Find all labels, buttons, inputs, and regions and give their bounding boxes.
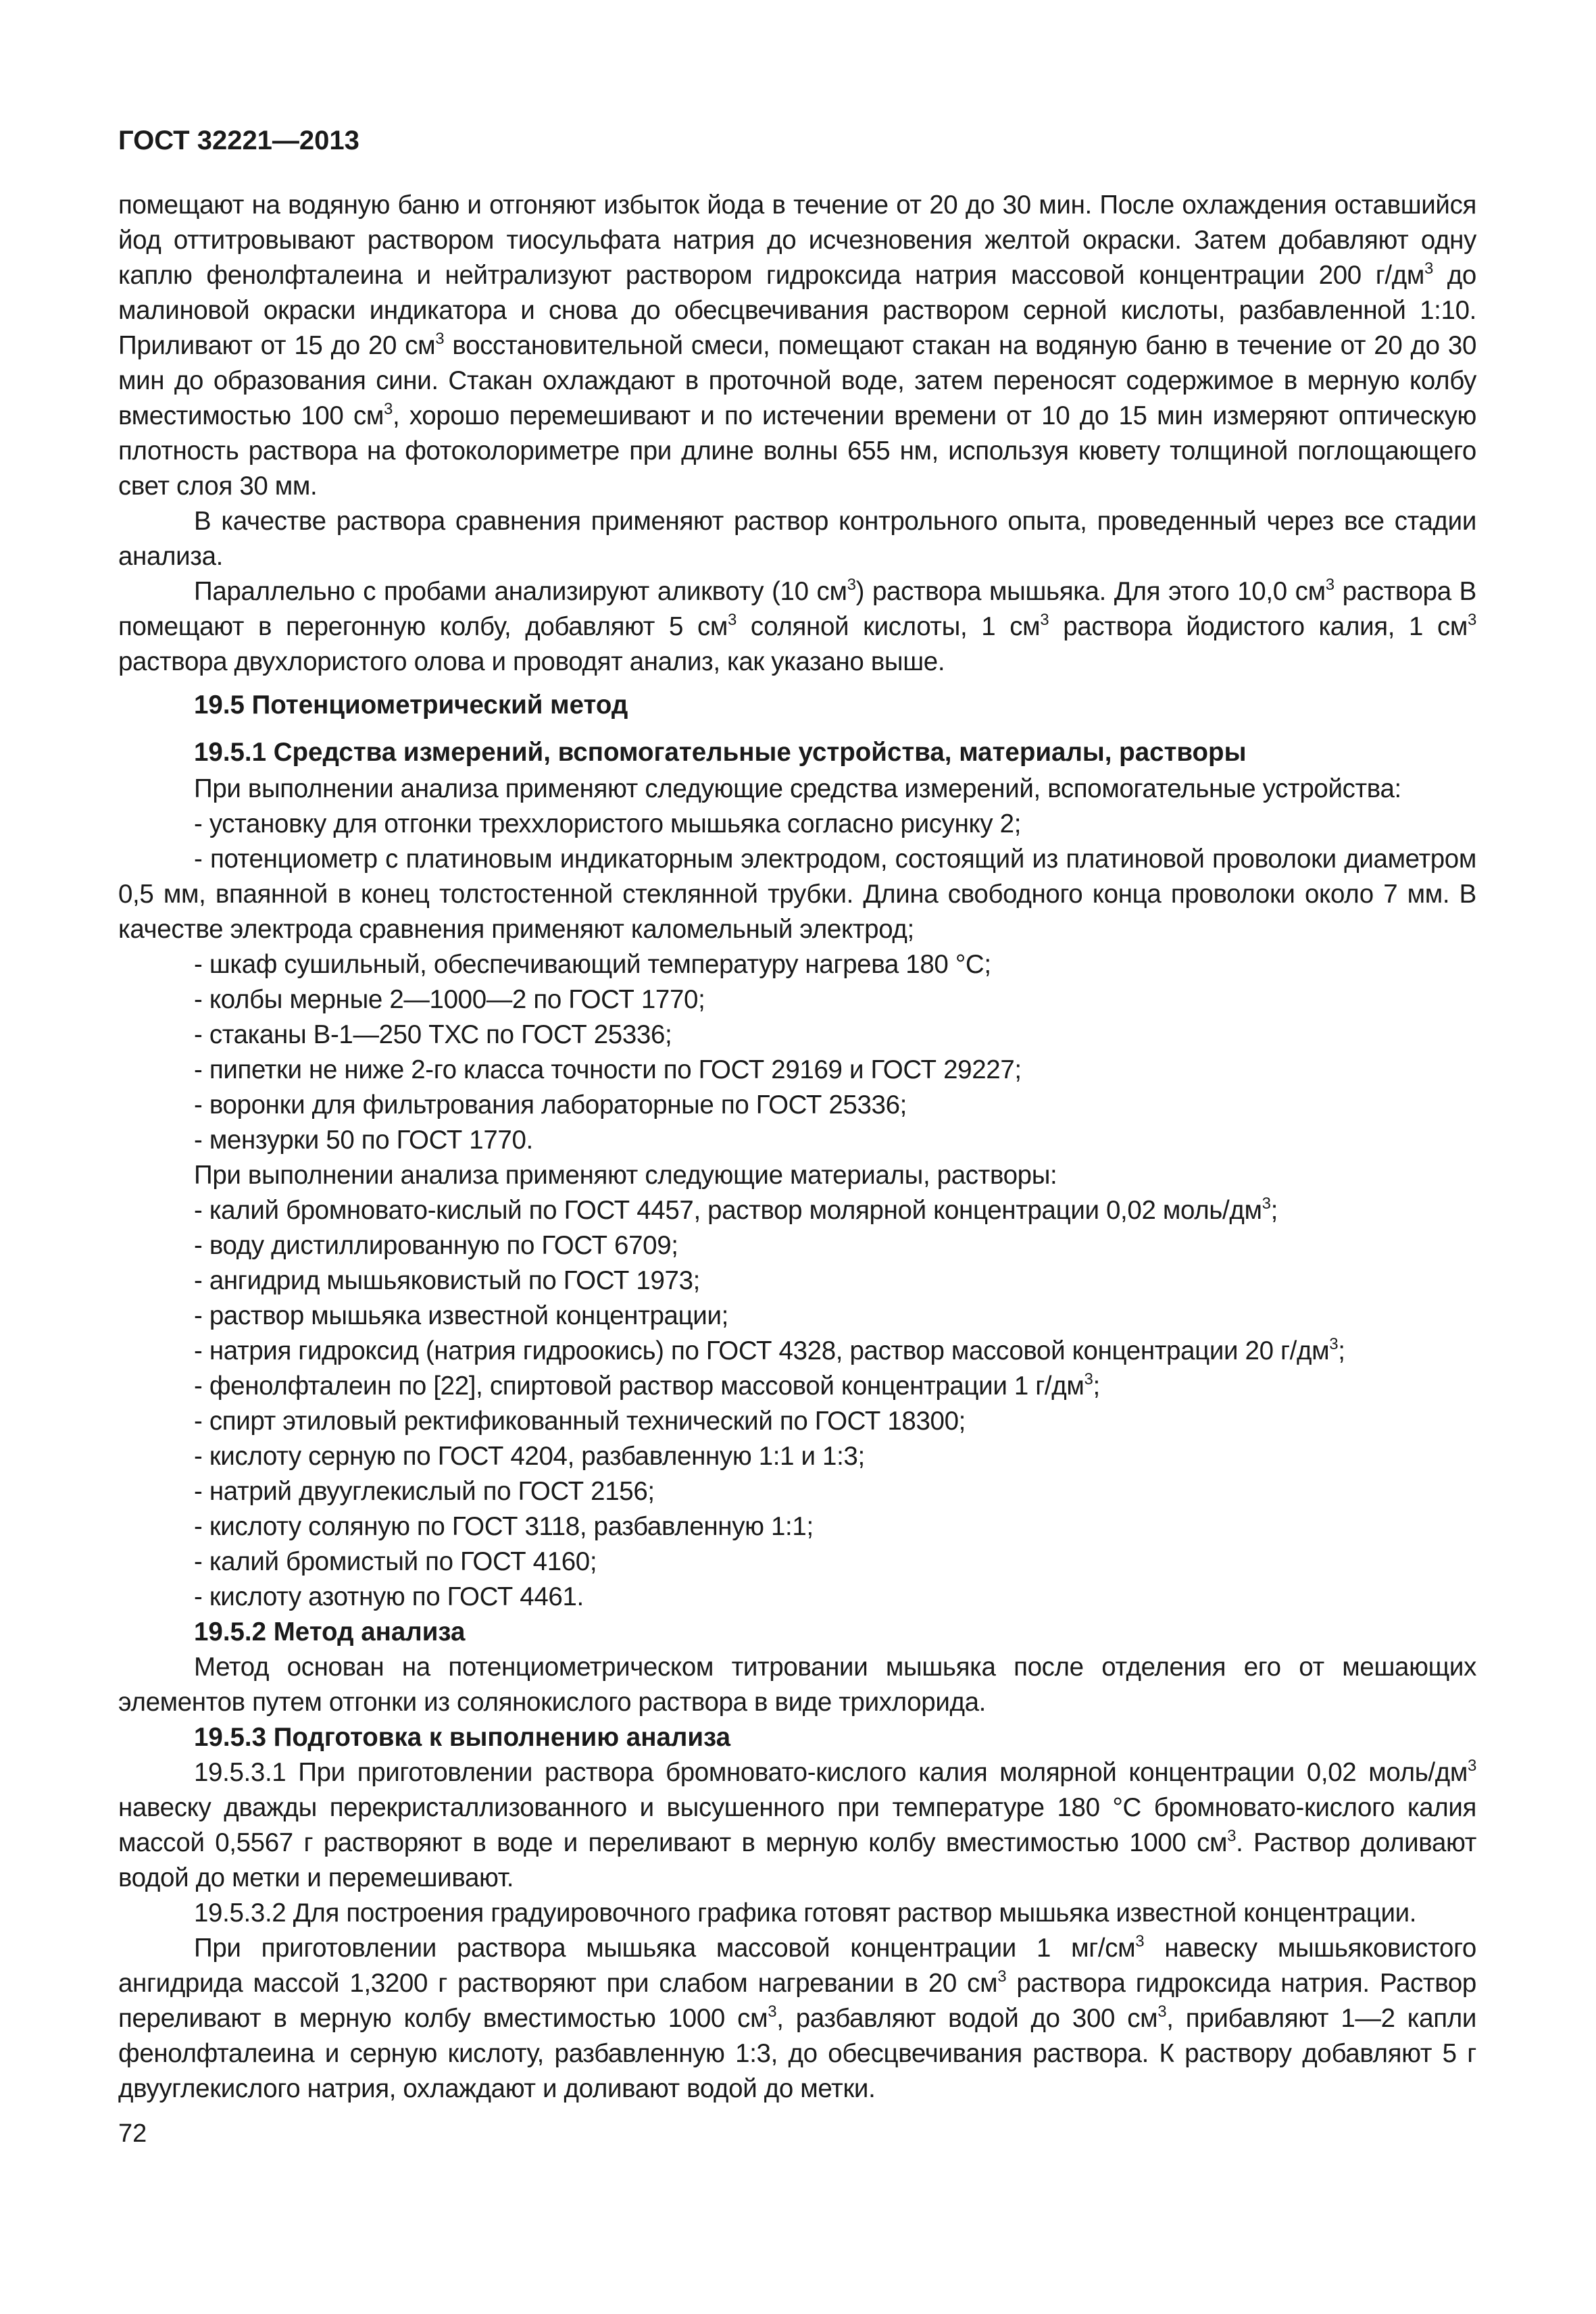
list-item: - калий бромновато-кислый по ГОСТ 4457, раствор молярной концентрации 0,02 моль/$дм^3$; xyxy=(194,1194,1278,1225)
document-id-header: ГОСТ 32221—2013 xyxy=(118,126,359,155)
paragraph: Метод основан на потенциометрическом титровании мышьяка после отделения его от мешающих элементов путем отгонки из солянокислого раствора в виде трихлорида. xyxy=(118,1653,1476,1717)
list-item: - воронки для фильтрования лабораторные по ГОСТ 25336; xyxy=(194,1090,907,1120)
paragraph: помещают на водяную баню и отгоняют избыток йода в течение от 20 до 30 мин. После охлаждения оставшийся йод оттитровывают раствором тиосульфата натрия до исчезновения желтой окраски. Затем добавляют одну каплю фенолфталеина и нейтрализуют раствором гидроксида натрия массовой концентрации 200 $г/дм^3$ до малиновой окраски индикатора и снова до обесцвечивания раствором серной кислоты, разбавленной 1:10. Приливают от 15 до 20 $см^3$ восстановительной смеси, помещают стакан на водяную баню в течение от 20 до 30 мин до образования сини. Стакан охлаждают в проточной воде, затем переносят содержимое в мерную колбу вместимостью 100 $см^3$, хорошо перемешивают и по истечении времени от 10 до 15 мин измеряют оптическую плотность раствора на фотоколориметре при длине волны 655 нм, используя кювету толщиной поглощающего свет слоя 30 мм. xyxy=(118,191,1477,501)
list-item: - калий бромистый по ГОСТ 4160; xyxy=(194,1547,597,1576)
paragraph: 19.5.3.2 Для построения градуировочного графика готовят раствор мышьяка известной концентрации. xyxy=(194,1898,1417,1928)
paragraph: В качестве раствора сравнения применяют раствор контрольного опыта, проведенный через все стадии анализа. xyxy=(118,507,1476,571)
paragraph: При выполнении анализа применяют следующие материалы, растворы: xyxy=(194,1161,1057,1190)
list-item: - воду дистиллированную по ГОСТ 6709; xyxy=(194,1231,678,1260)
list-item: - установку для отгонки треххлористого мышьяка согласно рисунку 2; xyxy=(194,809,1022,838)
list-item: - спирт этиловый ректификованный технический по ГОСТ 18300; xyxy=(194,1407,966,1436)
subsection-heading: 19.5.3 Подготовка к выполнению анализа xyxy=(194,1723,731,1752)
document-page xyxy=(118,123,1476,2107)
list-item: - раствор мышьяка известной концентрации; xyxy=(194,1301,728,1330)
list-item: - кислоту азотную по ГОСТ 4461. xyxy=(194,1582,584,1611)
paragraph: При приготовлении раствора мышьяка массовой концентрации 1 $мг/см^3$ навеску мышьяковистого ангидрида массой 1,3200 г растворяют при слабом нагревании в 20 $см^3$ раствора гидроксида натрия. Раствор переливают в мерную колбу вместимостью 1000 $см^3$, разбавляют водой до 300 $см^3$, прибавляют 1—2 капли фенолфталеина и серную кислоту, разбавленную 1:3, до обесцвечивания раствора. К раствору добавляют 5 г двууглекислого натрия, охлаждают и доливают водой до метки. xyxy=(118,1932,1476,2103)
list-item: - натрий двууглекислый по ГОСТ 2156; xyxy=(194,1477,655,1506)
paragraph: При выполнении анализа применяют следующие средства измерений, вспомогательные устройства: xyxy=(194,774,1401,803)
list-item: - пипетки не ниже 2-го класса точности по ГОСТ 29169 и ГОСТ 29227; xyxy=(194,1055,1022,1084)
list-item: - фенолфталеин по [22], спиртовой раствор массовой концентрации 1 $г/дм^3$; xyxy=(194,1370,1100,1401)
list-item: - колбы мерные 2—1000—2 по ГОСТ 1770; xyxy=(194,985,705,1014)
list-item: - натрия гидроксид (натрия гидроокись) по ГОСТ 4328, раствор массовой концентрации 20 $г/дм^3$; xyxy=(194,1335,1345,1365)
paragraph: 19.5.3.1 При приготовлении раствора бромновато-кислого калия молярной концентрации 0,02 моль/$дм^3$ навеску дважды перекристаллизованного и высушенного при температуре 180 °С бромновато-кислого калия массой 0,5567 г растворяют в воде и переливают в мерную колбу вместимостью 1000 $см^3$. Раствор доливают водой до метки и перемешивают. xyxy=(118,1757,1476,1892)
list-item: - кислоту соляную по ГОСТ 3118, разбавленную 1:1; xyxy=(194,1512,814,1541)
list-item: - кислоту серную по ГОСТ 4204, разбавленную 1:1 и 1:3; xyxy=(194,1442,865,1471)
subsection-heading: 19.5.2 Метод анализа xyxy=(194,1617,466,1646)
list-item: - мензурки 50 по ГОСТ 1770. xyxy=(194,1126,533,1155)
list-item: - стаканы В-1—250 ТХС по ГОСТ 25336; xyxy=(194,1020,672,1049)
list-item: - шкаф сушильный, обеспечивающий температуру нагрева 180 °С; xyxy=(194,950,991,979)
page-number: 72 xyxy=(118,2119,147,2148)
document-body xyxy=(118,188,1476,2107)
subsection-heading: 19.5.1 Средства измерений, вспомогательные устройства, материалы, растворы xyxy=(194,738,1247,767)
paragraph: Параллельно с пробами анализируют аликвоту (10 $см^3$) раствора мышьяка. Для этого 10,0 $см^3$ раствора В помещают в перегонную колбу, добавляют 5 $см^3$ соляной кислоты, 1 $см^3$ раствора йодистого калия, 1 $см^3$ раствора двухлористого олова и проводят анализ, как указано выше. xyxy=(118,576,1476,676)
section-heading: 19.5 Потенциометрический метод xyxy=(194,690,628,720)
paragraph: - потенциометр с платиновым индикаторным электродом, состоящий из платиновой проволоки диаметром 0,5 мм, впаянной в конец толстостенной стеклянной трубки. Длина свободного конца проволоки около 7 мм. В качестве электрода сравнения применяют каломельный электрод; xyxy=(118,845,1476,944)
list-item: - ангидрид мышьяковистый по ГОСТ 1973; xyxy=(194,1266,700,1295)
